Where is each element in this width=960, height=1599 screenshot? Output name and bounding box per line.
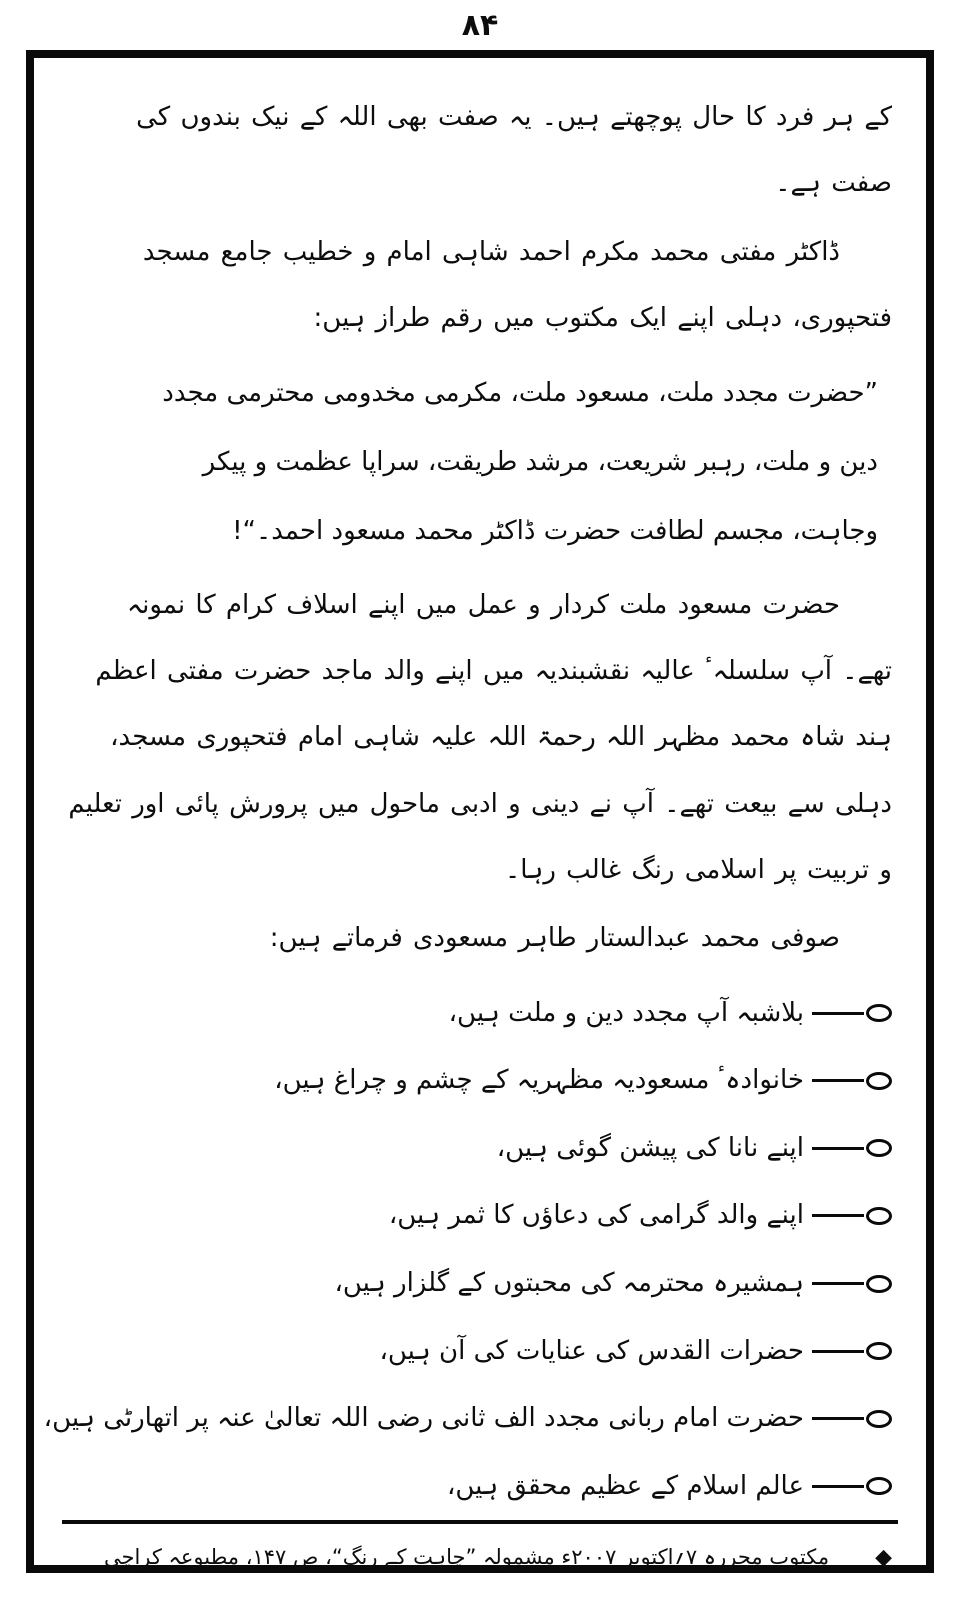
list-item-text: عالم اسلام کے عظیم محقق ہیں،	[446, 1470, 804, 1501]
circle-bullet-icon	[866, 1275, 892, 1293]
list-item-text: بلاشبہ آپ مجدد دین و ملت ہیں،	[448, 997, 804, 1028]
dash-line	[812, 1282, 864, 1285]
list-item-text: حضرات القدس کی عنایات کی آن ہیں،	[379, 1335, 804, 1366]
paragraph-intro: کے ہر فرد کا حال پوچھتے ہیں۔ یہ صفت بھی اللہ کے نیک بندوں کی صفت ہے۔	[136, 102, 892, 199]
footnote-text: مکتوب محررہ ۷؍اکتوبر ۲۰۰۷ء مشمولہ ”چاہت کے رنگ“، ص ۱۴۷، مطبوعہ کراچی	[103, 1545, 830, 1570]
dash-line	[812, 1350, 864, 1353]
dash-line	[812, 1147, 864, 1150]
dash-line	[812, 1012, 864, 1015]
dash-line	[812, 1079, 864, 1082]
footnote-divider	[62, 1520, 898, 1524]
circle-bullet-icon	[866, 1207, 892, 1225]
list-item	[43, 1385, 892, 1453]
list-item	[68, 1047, 892, 1115]
circle-bullet-icon	[866, 1004, 892, 1022]
circle-bullet-icon	[866, 1072, 892, 1090]
diamond-bullet-icon: ◆	[875, 1545, 892, 1571]
footnote	[68, 1520, 892, 1578]
list-item-text: اپنے والد گرامی کی دعاؤں کا ثمر ہیں،	[388, 1200, 804, 1231]
list-item-text: خانوادہٴ مسعودیہ مظہریہ کے چشم و چراغ ہیں،	[274, 1065, 804, 1096]
page-border-frame	[26, 50, 934, 1573]
paragraph-sufi: صوفی محمد عبدالستار طاہر مسعودی فرماتے ہیں:	[269, 923, 840, 954]
list-item	[68, 980, 892, 1048]
list-item	[68, 1182, 892, 1250]
list-item-text: اپنے نانا کی پیشن گوئی ہیں،	[496, 1132, 804, 1163]
body-text	[68, 84, 892, 974]
dash-line	[812, 1214, 864, 1217]
attributes-list	[43, 980, 892, 1521]
list-item	[68, 1453, 892, 1521]
circle-bullet-icon	[866, 1139, 892, 1157]
list-item	[68, 1250, 892, 1318]
list-item-text: حضرت امام ربانی مجدد الف ثانی رضی اللہ تعالیٰ عنہ پر اتھارٹی ہیں،	[43, 1403, 804, 1434]
paragraph-body: حضرت مسعود ملت کردار و عمل میں اپنے اسلاف کرام کا نمونہ تھے۔ آپ سلسلہٴ عالیہ نقشبندیہ میں اپنے والد ماجد حضرت مفتی اعظم ہند شاہ محمد مظہر اللہ رحمۃ اللہ علیہ شاہی امام فتحپوری مسجد، دہلی سے بیعت تھے۔ آپ نے دینی و ادبی ماحول میں پرورش پائی اور تعلیم و تربیت پر اسلامی رنگ غالب رہا۔	[68, 589, 892, 886]
circle-bullet-icon	[866, 1477, 892, 1495]
dash-line	[812, 1485, 864, 1488]
circle-bullet-icon	[866, 1342, 892, 1360]
paragraph-author: ڈاکٹر مفتی محمد مکرم احمد شاہی امام و خطیب جامع مسجد فتحپوری، دہلی اپنے ایک مکتوب میں رقم طراز ہیں:	[142, 236, 892, 333]
list-item	[68, 1115, 892, 1183]
page-number: ۸۴	[461, 8, 499, 43]
list-item-text: ہمشیرہ محترمہ کی محبتوں کے گلزار ہیں،	[334, 1268, 804, 1299]
list-item	[68, 1318, 892, 1386]
dash-line	[812, 1417, 864, 1420]
circle-bullet-icon	[866, 1410, 892, 1428]
quote-paragraph: ”حضرت مجدد ملت، مسعود ملت، مکرمی مخدومی محترمی مجدد دین و ملت، رہبر شریعت، مرشد طریقت، سراپا عظمت و پیکر وجاہت، مجسم لطافت حضرت ڈاکٹر محمد مسعود احمد۔“!	[162, 378, 878, 546]
